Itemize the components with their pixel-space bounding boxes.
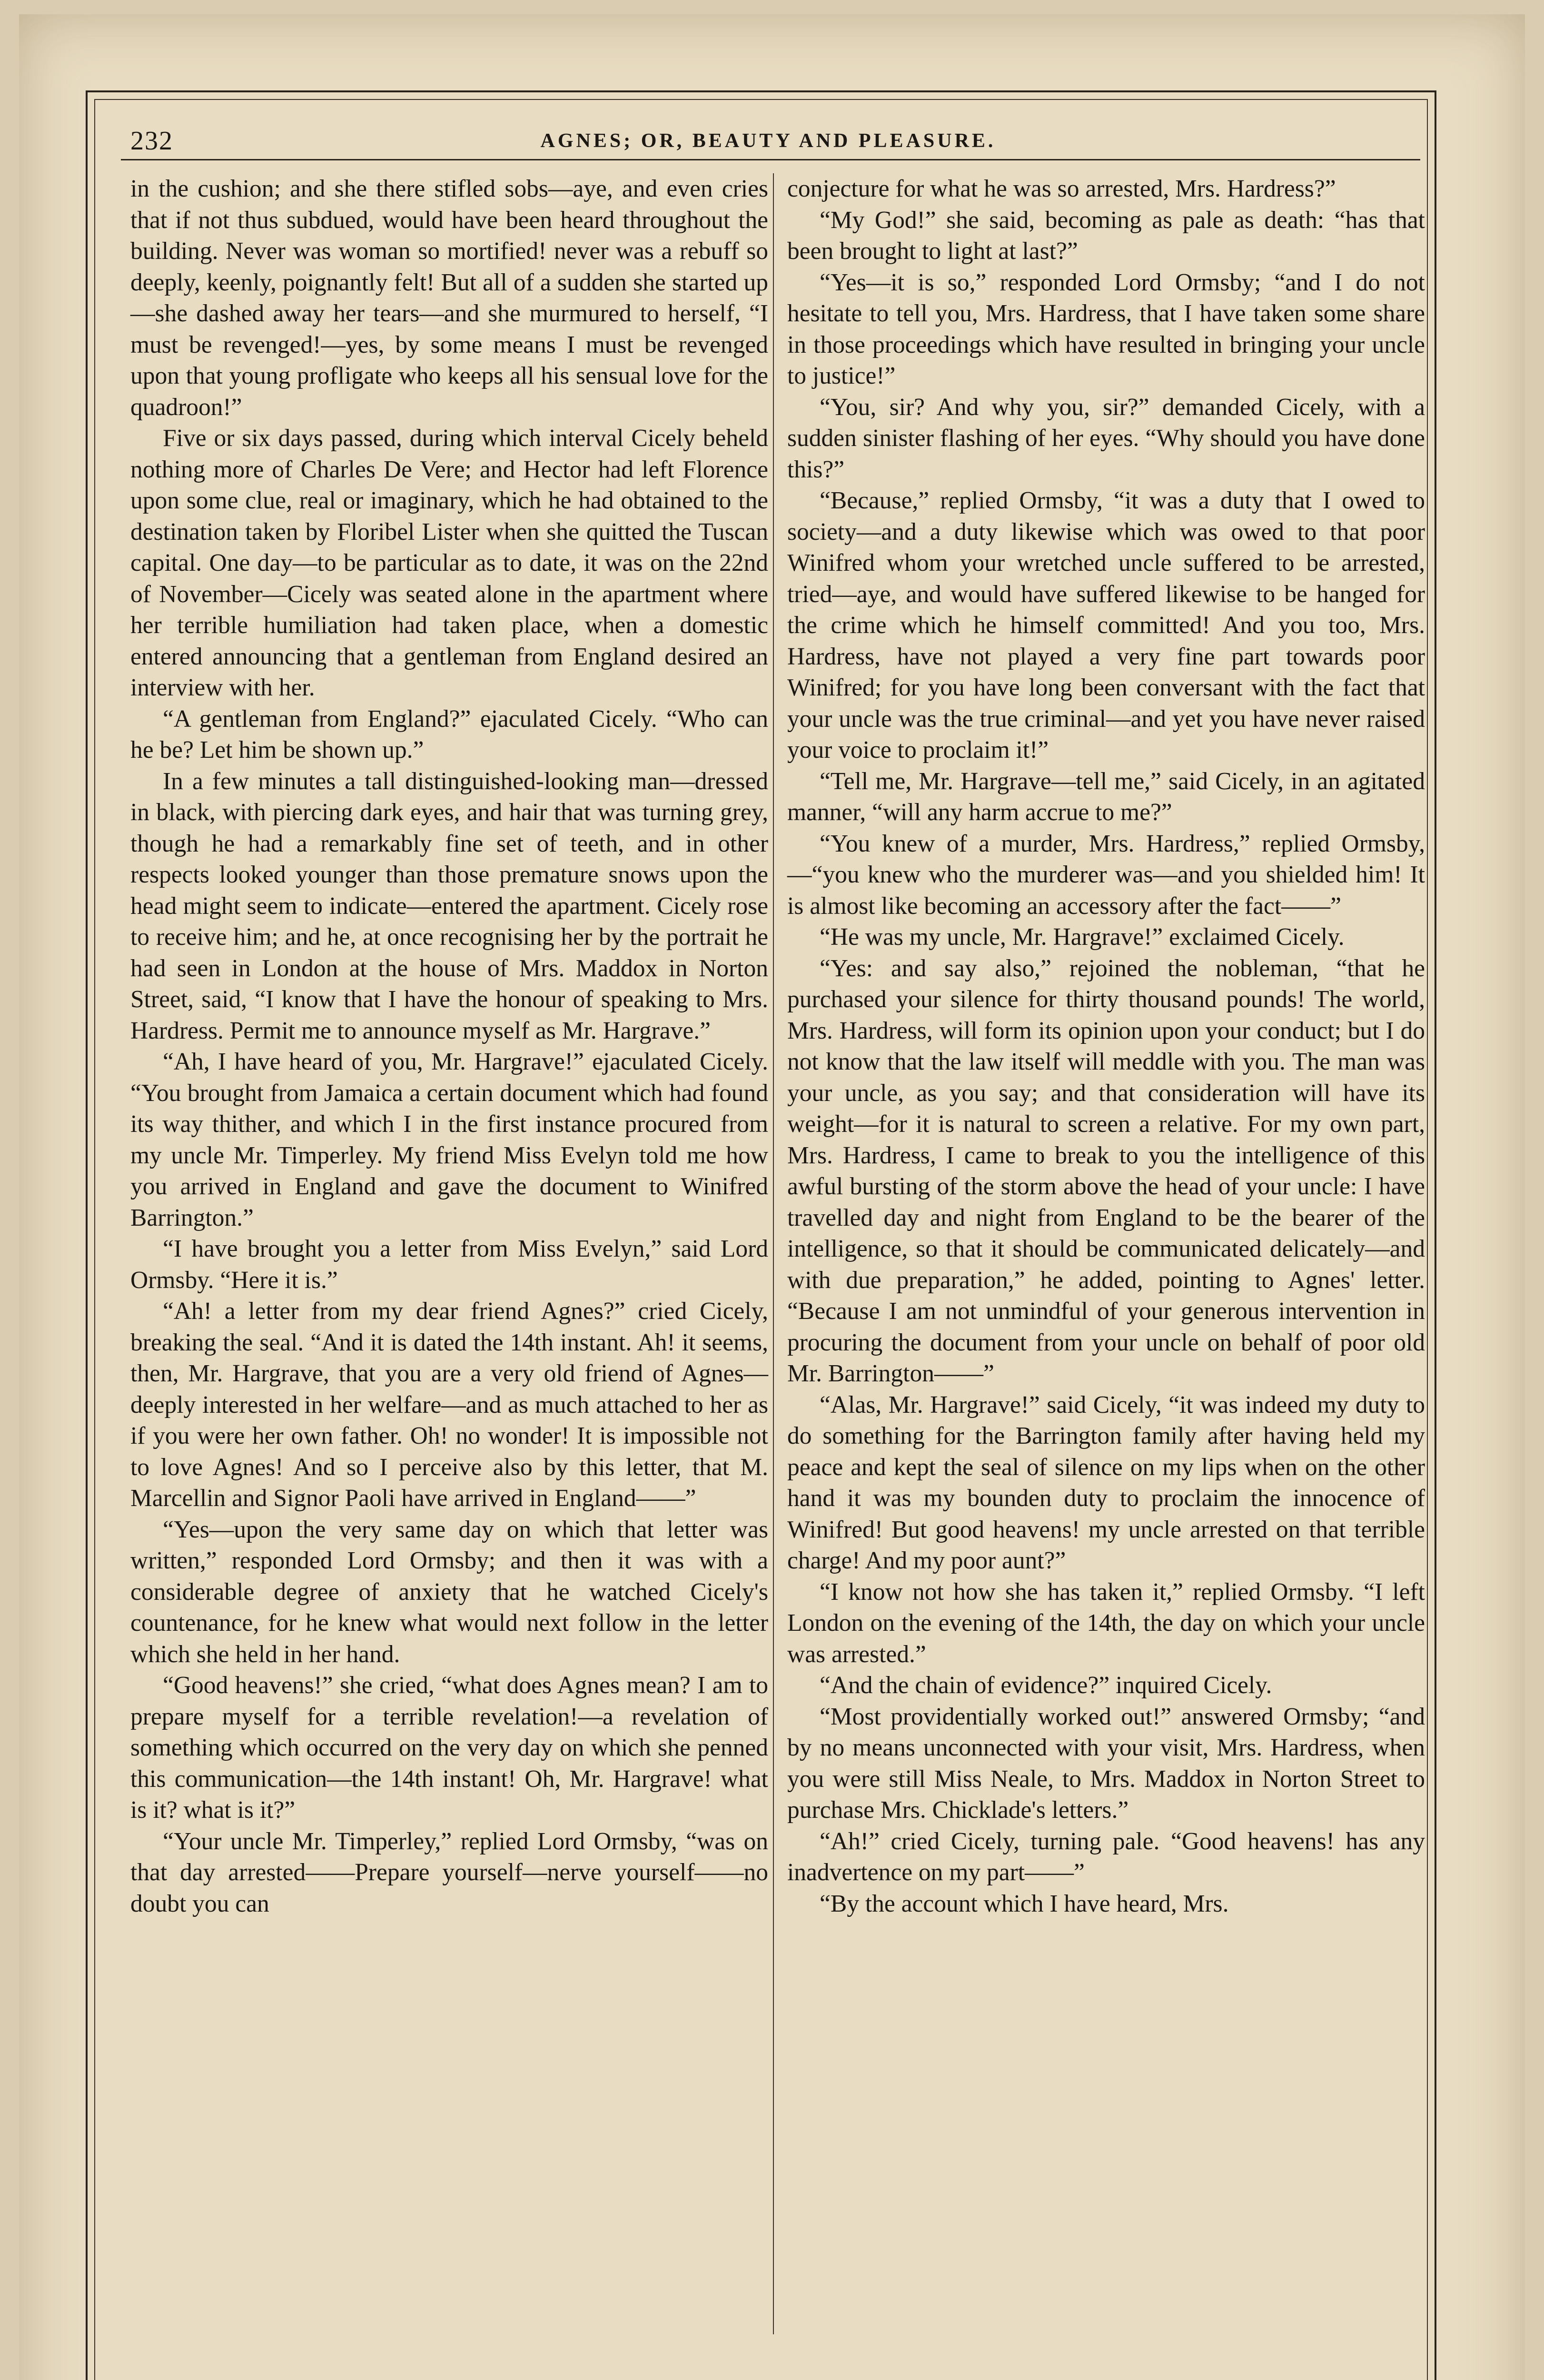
paragraph: “Your uncle Mr. Timperley,” replied Lord Ormsby, “was on that day arrested——Prepare yourself—nerve yourself——no doubt you can [130,1827,768,1917]
page-border [86,90,1436,2380]
paragraph: “I have brought you a letter from Miss Evelyn,” said Lord Ormsby. “Here it is.” [130,1235,768,1294]
page-number: 232 [130,126,173,156]
paragraph: “Ah, I have heard of you, Mr. Hargrave!” ejaculated Cicely. “You brought from Jamaica a certain document which had found its way thither, and which I in the first instance procured from my uncle Mr. Timperley. My friend Miss Evelyn told me how you arrived in England and gave the document to Winifred Barrington.” [130,1048,768,1231]
paragraph: “My God!” she said, becoming as pale as death: “has that been brought to light at last?” [787,206,1425,265]
paragraph: “Tell me, Mr. Hargrave—tell me,” said Cicely, in an agitated manner, “will any harm accrue to me?” [787,767,1425,826]
paragraph: “Alas, Mr. Hargrave!” said Cicely, “it was indeed my duty to do something for the Barrington family after having held my peace and kept the seal of silence on my lips when on the other hand it was my bounden duty to proclaim the innocence of Winifred! But good heavens! my uncle arrested on that terrible charge! And my poor aunt?” [787,1391,1425,1574]
running-title: AGNES; OR, BEAUTY AND PLEASURE. [540,130,996,152]
paragraph: “Because,” replied Ormsby, “it was a duty that I owed to society—and a duty likewise which was owed to that poor Winifred whom your wretched uncle suffered to be arrested, tried—aye, and would have suffered likewise to be hanged for the crime which he himself committed! And you too, Mrs. Hardress, have not played a very fine part towards poor Winifred; for you have long been conversant with the fact that your uncle was the true criminal—and yet you have never raised your voice to proclaim it!” [787,487,1425,764]
paragraph: “Ah! a letter from my dear friend Agnes?” cried Cicely, breaking the seal. “And it is dated the 14th instant. Ah! it seems, then, Mr. Hargrave, that you are a very old friend of Agnes—deeply interested in her welfare—and as much attached to her as if you were her own father. Oh! no wonder! It is impossible not to love Agnes! And so I perceive also by this letter, that M. Marcellin and Signor Paoli have arrived in England——” [130,1298,768,1512]
column-divider [773,173,774,2334]
header-rule [121,159,1420,160]
paragraph: “Ah!” cried Cicely, turning pale. “Good heavens! has any inadvertence on my part——” [787,1827,1425,1886]
paragraph: “Good heavens!” she cried, “what does Agnes mean? I am to prepare myself for a terrible revelation!—a revelation of something which occurred on the very day on which she penned this communication—the 14th instant! Oh, Mr. Hargrave! what is it? what is it?” [130,1672,768,1824]
paragraph: “You knew of a murder, Mrs. Hardress,” replied Ormsby,—“you knew who the murderer was—and you shielded him! It is almost like becoming an accessory after the fact——” [787,830,1425,920]
paragraph: “He was my uncle, Mr. Hargrave!” exclaimed Cicely. [820,923,1345,951]
paragraph: “I know not how she has taken it,” replied Ormsby. “I left London on the evening of the 14th, the day on which your uncle was arrested.” [787,1578,1425,1668]
paragraph: “Most providentially worked out!” answered Ormsby; “and by no means unconnected with your visit, Mrs. Hardress, when you were still Miss Neale, to Mrs. Maddox in Norton Street to purchase Mrs. Chicklade's letters.” [787,1703,1425,1824]
page-header [130,121,1406,178]
paragraph: “You, sir? And why you, sir?” demanded Cicely, with a sudden sinister flashing of her eyes. “Why should you have done this?” [787,393,1425,483]
paragraph: “Yes—upon the very same day on which that letter was written,” responded Lord Ormsby; and then it was with a considerable degree of anxiety that he watched Cicely's countenance, for he knew what would next follow in the letter which she held in her hand. [130,1516,768,1668]
paragraph: “Yes—it is so,” responded Lord Ormsby; “and I do not hesitate to tell you, Mrs. Hardress, that I have taken some share in those proceedings which have resulted in bringing your uncle to justice!” [787,268,1425,389]
paragraph: conjecture for what he was so arrested, Mrs. Hardress?” [787,175,1336,202]
paragraph: in the cushion; and she there stifled sobs—aye, and even cries that if not thus subdued, would have been heard throughout the building. Never was woman so mortified! never was a rebuff so deeply, keenly, poignantly felt! But all of a sudden she started up—she dashed away her tears—and she murmured to herself, “I must be revenged!—yes, by some means I must be revenged upon that young profligate who keeps all his sensual love for the quadroon!” [130,175,768,421]
paragraph: “A gentleman from England?” ejaculated Cicely. “Who can he be? Let him be shown up.” [130,705,768,764]
right-column [787,173,1425,1919]
paragraph: In a few minutes a tall distinguished-looking man—dressed in black, with piercing dark eyes, and hair that was turning grey, though he had a remarkably fine set of teeth, and in other respects looked younger than those premature snows upon the head might seem to indicate—entered the apartment. Cicely rose to receive him; and he, at once recognising her by the portrait he had seen in London at the house of Mrs. Maddox in Norton Street, said, “I know that I have the honour of speaking to Mrs. Hardress. Permit me to announce myself as Mr. Hargrave.” [130,767,768,1044]
paragraph: “By the account which I have heard, Mrs. [820,1890,1229,1917]
left-column [130,173,768,1919]
paragraph: “Yes: and say also,” rejoined the nobleman, “that he purchased your silence for thirty thousand pounds! The world, Mrs. Hardress, will form its opinion upon your conduct; but I do not know that the law itself will meddle with you. The man was your uncle, as you say; and that consideration will have its weight—for it is natural to screen a relative. For my own part, Mrs. Hardress, I came to break to you the intelligence of this awful bursting of the storm above the head of your uncle: I have travelled day and night from England to be the bearer of the intelligence, so that it should be communicated delicately—and with due preparation,” he added, pointing to Agnes' letter. “Because I am not unmindful of your generous intervention in procuring the document from your uncle on behalf of poor old Mr. Barrington——” [787,954,1425,1387]
paragraph: “And the chain of evidence?” inquired Cicely. [820,1672,1272,1699]
paragraph: Five or six days passed, during which interval Cicely beheld nothing more of Charles De Vere; and Hector had left Florence upon some clue, real or imaginary, which he had obtained to the destination taken by Floribel Lister when she quitted the Tuscan capital. One day—to be particular as to date, it was on the 22nd of November—Cicely was seated alone in the apartment where her terrible humiliation had taken place, when a domestic entered announcing that a gentleman from England desired an interview with her. [130,425,768,701]
magazine-page [19,14,1525,2380]
